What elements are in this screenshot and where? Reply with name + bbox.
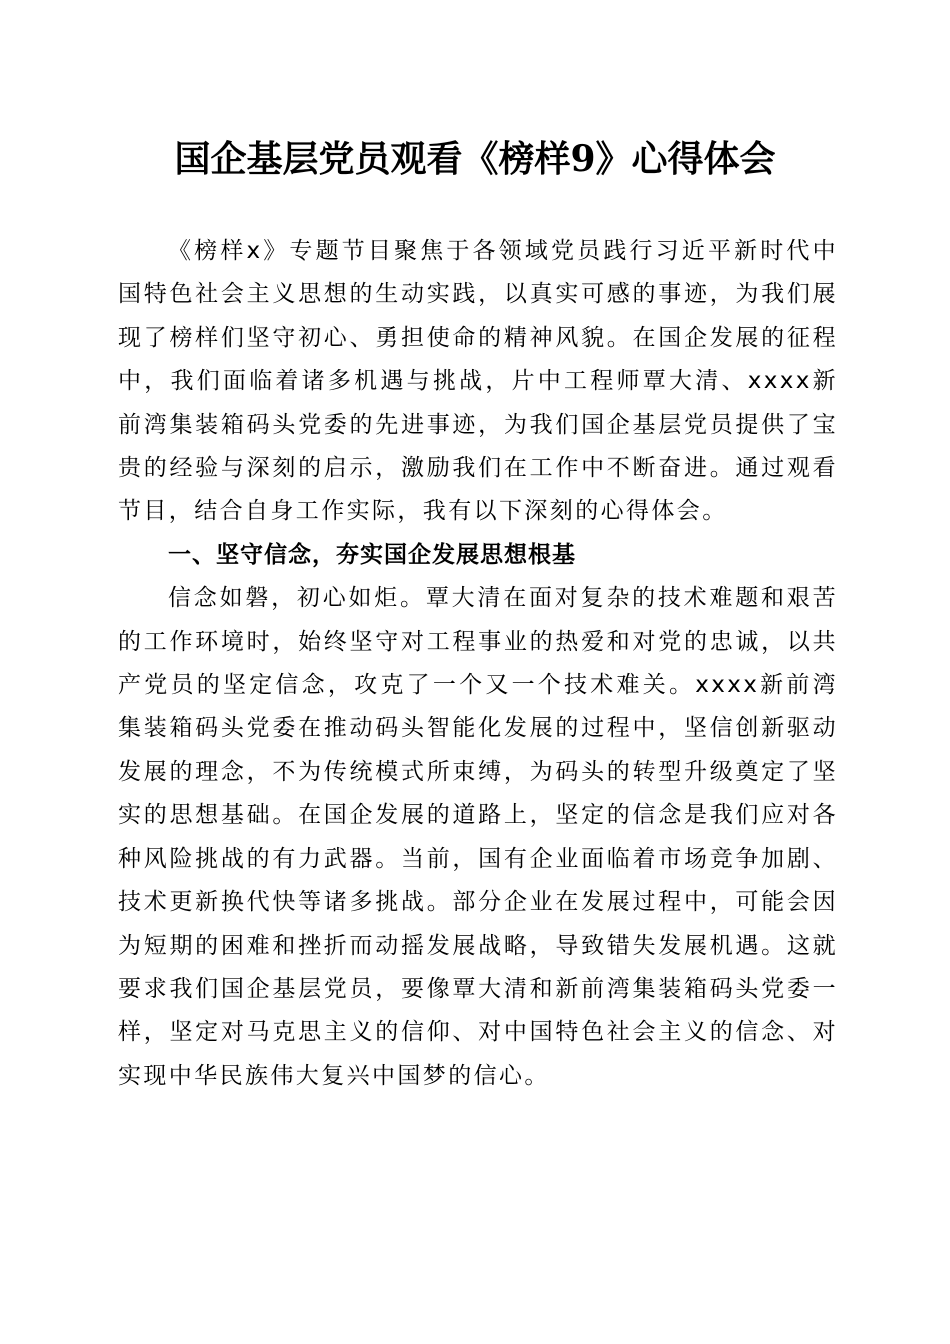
section-1-paragraph: 信念如磐，初心如炬。覃大清在面对复杂的技术难题和艰苦的工作环境时，始终坚守对工程事业的热爱和对党的忠诚，以共产党员的坚定信念，攻克了一个又一个技术难关。xxxx新前湾集装箱码头党委在推动码头智能化发展的过程中，坚信创新驱动发展的理念，不为传统模式所束缚，为码头的转型升级奠定了坚实的思想基础。在国企发展的道路上，坚定的信念是我们应对各种风险挑战的有力武器。当前，国有企业面临着市场竞争加剧、技术更新换代快等诸多挑战。部分企业在发展过程中，可能会因为短期的困难和挫折而动摇发展战略，导致错失发展机遇。这就要求我们国企基层党员，要像覃大清和新前湾集装箱码头党委一样，坚定对马克思主义的信仰、对中国特色社会主义的信念、对实现中华民族伟大复兴中国梦的信心。 (118, 585, 838, 1089)
document-body (118, 230, 838, 1098)
intro-paragraph: 《榜样x》专题节目聚焦于各领域党员践行习近平新时代中国特色社会主义思想的生动实践，以真实可感的事迹，为我们展现了榜样们坚守初心、勇担使命的精神风貌。在国企发展的征程中，我们面临着诸多机遇与挑战，片中工程师覃大清、xxxx新前湾集装箱码头党委的先进事迹，为我们国企基层党员提供了宝贵的经验与深刻的启示，激励我们在工作中不断奋进。通过观看节目，结合自身工作实际，我有以下深刻的心得体会。 (118, 238, 838, 525)
section-heading-1: 一、坚守信念，夯实国企发展思想根基 (168, 541, 576, 568)
document-title: 国企基层党员观看《榜样9》心得体会 (174, 138, 776, 180)
